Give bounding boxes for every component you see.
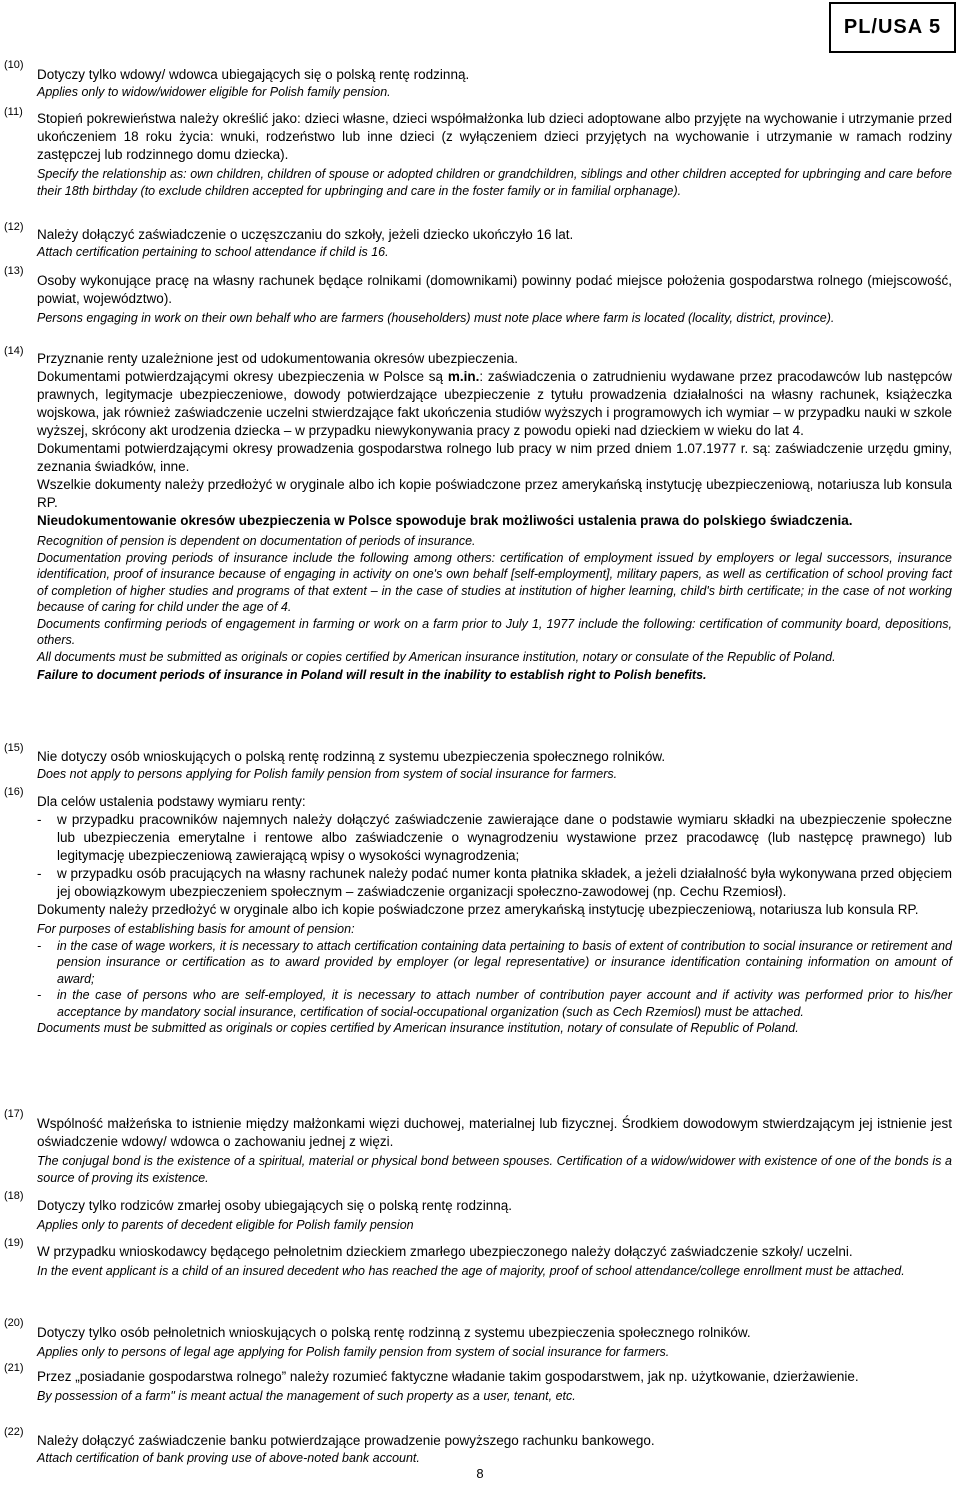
note-12-english: Attach certification pertaining to school attendance if child is 16. bbox=[37, 245, 389, 259]
note-11 bbox=[37, 110, 952, 199]
note-number-18: (18) bbox=[4, 1190, 24, 1202]
note-16-english-item-1-text: in the case of wage workers, it is necessary to attach certification containing data pertaining to basis of extent of contribution to social insurance or retirement and pension insurance or certification as to award provided by employer (or legal representative) or insurance identification containing information on amount of award; bbox=[57, 938, 952, 986]
note-16-english-docs: Documents must be submitted as originals or copies certified by American insurance institution, notary of consulate of Republic of Poland. bbox=[37, 1021, 799, 1035]
note-16-english-item-2 bbox=[37, 987, 952, 1020]
note-15 bbox=[37, 748, 952, 783]
note-13-english: Persons engaging in work on their own behalf who are farmers (householders) must note place where farm is located (locality, district, province). bbox=[37, 311, 835, 325]
note-14-english-2: Documentation proving periods of insurance include the following among others: certification of employment issued by employers or legal successors, insurance identification, proof of insurance because of engaging in activity on one's own behalf [self-employment], military papers, as well as certification of school proving fact of completion of higher studies and programs of that extent – in the case of studies at institution of higher learning, child's birth certificate; in the case of not working because of caring for child under the age of 4. bbox=[37, 550, 952, 614]
note-20-english: Applies only to persons of legal age applying for Polish family pension from system of social insurance for farmers. bbox=[37, 1345, 670, 1359]
note-14-english-5: Failure to document periods of insurance in Poland will result in the inability to establish right to Polish benefits. bbox=[37, 668, 707, 682]
note-11-english: Specify the relationship as: own children, children of spouse or adopted children or grandchildren, siblings and other children accepted for upbringing and care before their 18th birthday (to exclude children accepted for upbringing and care in the foster family or in familial orphanage). bbox=[37, 167, 952, 198]
note-14-polish-2c: : zaświadczenia o zatrudnieniu wydawane przez pracodawców lub następców prawnych, legitymacje ubezpieczeniowe, dowody potwierdzające ubezpieczenie z tytułu prowadzenia działalności na własny rachunek, książeczka wojskowa, jak również zaświadczenie uczelni stwierdzające fakt ukończenia studiów wyższych i programowych ich wymiar – w przypadku nauki w szkole wyższej, skrócony akt urodzenia dziecka – w przypadku niewykonywania pracy z powodu opieki nad dzieckiem w wieku do lat 4. bbox=[37, 369, 952, 438]
note-14-english-3: Documents confirming periods of engagement in farming or work on a farm prior to July 1, 1977 include the following: certification of community board, depositions, others. bbox=[37, 616, 952, 647]
note-10 bbox=[37, 66, 952, 101]
dash-marker: - bbox=[37, 812, 42, 827]
note-16-polish-item-1 bbox=[37, 811, 952, 865]
note-12-polish: Należy dołączyć zaświadczenie o uczęszczaniu do szkoły, jeżeli dziecko ukończyło 16 lat. bbox=[37, 227, 574, 242]
note-number-16: (16) bbox=[4, 786, 24, 798]
note-16-polish-item-2 bbox=[37, 865, 952, 901]
note-14 bbox=[37, 350, 952, 684]
note-number-20: (20) bbox=[4, 1317, 24, 1329]
note-20-polish: Dotyczy tylko osób pełnoletnich wnioskujących o polską rentę rodzinną z systemu ubezpieczenia społecznego rolników. bbox=[37, 1325, 751, 1340]
note-number-11: (11) bbox=[4, 106, 23, 118]
note-number-17: (17) bbox=[4, 1108, 24, 1120]
note-16-english-item-2-text: in the case of persons who are self-employed, it is necessary to attach number of contribution payer account and if activity was performed prior to his/her acceptance by mandatory social insurance, certification of social-occupational organization (such as Cech Rzemiosl) must be attached. bbox=[57, 988, 952, 1019]
note-number-12: (12) bbox=[4, 221, 24, 233]
note-11-polish: Stopień pokrewieństwa należy określić jako: dzieci własne, dzieci współmałżonka lub dzieci adoptowane albo przyjęte na wychowanie i utrzymanie przed ukończeniem 18 roku życia: wnuki, rodzeństwo lub inne dzieci (z wyłączeniem dzieci przyjętych na wychowanie i utrzymanie w ramach rodziny zastępczej lub rodzinnego domu dziecka). bbox=[37, 111, 952, 162]
note-14-polish-4: Wszelkie dokumenty należy przedłożyć w oryginale albo ich kopie poświadczone przez amerykańską instytucję ubezpieczeniową, notariusza lub konsula RP. bbox=[37, 477, 952, 510]
page-header-label: PL/USA 5 bbox=[829, 2, 956, 53]
note-18-english: Applies only to parents of decedent eligible for Polish family pension bbox=[37, 1218, 414, 1232]
note-15-english: Does not apply to persons applying for Polish family pension from system of social insurance for farmers. bbox=[37, 767, 618, 781]
note-18 bbox=[37, 1197, 952, 1234]
note-10-english: Applies only to widow/widower eligible for Polish family pension. bbox=[37, 85, 391, 99]
note-number-22: (22) bbox=[4, 1426, 24, 1438]
note-21-english: By possession of a farm" is meant actual the management of such property as a user, tenant, etc. bbox=[37, 1389, 576, 1403]
note-number-14: (14) bbox=[4, 345, 24, 357]
note-12 bbox=[37, 226, 952, 261]
note-14-polish-5: Nieudokumentowanie okresów ubezpieczenia w Polsce spowoduje brak możliwości ustalenia prawa do polskiego świadczenia. bbox=[37, 513, 853, 528]
page-number: 8 bbox=[476, 1466, 484, 1481]
note-16-polish-docs: Dokumenty należy przedłożyć w oryginale albo ich kopie poświadczone przez amerykańską instytucję ubezpieczeniową, notariusza lub konsula RP. bbox=[37, 902, 919, 917]
note-17-english: The conjugal bond is the existence of a spiritual, material or physical bond between spouses. Certification of a widow/widower with existence of one of the bonds is a source of proving its existence. bbox=[37, 1154, 952, 1185]
note-16-english-item-1 bbox=[37, 938, 952, 988]
note-22-english: Attach certification of bank proving use of above-noted bank account. bbox=[37, 1451, 420, 1465]
note-14-polish-3: Dokumentami potwierdzającymi okresy prowadzenia gospodarstwa rolnego lub pracy w nim przed dniem 1.07.1977 r. są: zaświadczenie urzędu gminy, zeznania świadków, inne. bbox=[37, 441, 952, 474]
note-14-polish-2b: m.in. bbox=[447, 369, 480, 384]
note-14-polish-2a: Dokumentami potwierdzającymi okresy ubezpieczenia w Polsce są bbox=[37, 369, 448, 384]
note-22-polish: Należy dołączyć zaświadczenie banku potwierdzające prowadzenie powyższego rachunku bankowego. bbox=[37, 1433, 655, 1448]
note-14-polish-2 bbox=[37, 368, 952, 440]
note-number-21: (21) bbox=[4, 1362, 24, 1374]
note-13-polish: Osoby wykonujące pracę na własny rachunek będące rolnikami (domownikami) powinny podać miejsce położenia gospodarstwa rolnego (miejscowość, powiat, województwo). bbox=[37, 273, 952, 306]
note-19-polish: W przypadku wnioskodawcy będącego pełnoletnim dzieckiem zmarłego ubezpieczonego należy dołączyć zaświadczenie szkoły/ uczelni. bbox=[37, 1244, 853, 1259]
note-16-polish-item-2-text: w przypadku osób pracujących na własny rachunek należy podać numer konta płatnika składek, a jeżeli działalność była wykonywana przed objęciem jej obowiązkowym ubezpieczeniem społecznym – zaświadczenie organizacji społeczno-zawodowej (np. Cechu Rzemiosł). bbox=[57, 866, 952, 899]
note-17-polish: Wspólność małżeńska to istnienie między małżonkami więzi duchowej, materialnej lub fizycznej. Środkiem dowodowym stwierdzającym jej istnienie jest oświadczenie wdowy/ wdowca o zachowaniu jednej z więzi. bbox=[37, 1116, 952, 1149]
note-16 bbox=[37, 793, 952, 1037]
note-21 bbox=[37, 1368, 952, 1405]
note-14-english-1: Recognition of pension is dependent on documentation of periods of insurance. bbox=[37, 534, 476, 548]
dash-marker: - bbox=[37, 866, 42, 881]
note-19 bbox=[37, 1243, 952, 1280]
note-number-19: (19) bbox=[4, 1237, 24, 1249]
note-number-13: (13) bbox=[4, 265, 24, 277]
note-13 bbox=[37, 272, 952, 327]
note-22 bbox=[37, 1432, 952, 1467]
note-15-polish: Nie dotyczy osób wnioskujących o polską rentę rodzinną z systemu ubezpieczenia społecznego rolników. bbox=[37, 749, 666, 764]
note-number-15: (15) bbox=[4, 742, 24, 754]
note-18-polish: Dotyczy tylko rodziców zmarłej osoby ubiegających się o polską rentę rodzinną. bbox=[37, 1198, 512, 1213]
note-16-polish-intro: Dla celów ustalenia podstawy wymiaru renty: bbox=[37, 794, 306, 809]
note-19-english: In the event applicant is a child of an insured decedent who has reached the age of majority, proof of school attendance/college enrollment must be attached. bbox=[37, 1264, 905, 1278]
note-14-polish-1: Przyznanie renty uzależnione jest od udokumentowania okresów ubezpieczenia. bbox=[37, 351, 519, 366]
note-16-polish-item-1-text: w przypadku pracowników najemnych należy dołączyć zaświadczenie zawierające dane o podstawie wymiaru składki na ubezpieczenie społeczne lub ubezpieczenia emerytalne i rentowe albo zaświadczenie o wynagrodzeniu wystawione przez pracodawcę (lub następcę prawnego) lub legitymację ubezpieczeniową zawierającą wpisy o wysokości wynagrodzenia; bbox=[57, 812, 952, 863]
dash-marker: - bbox=[37, 988, 42, 1002]
dash-marker: - bbox=[37, 938, 42, 953]
note-14-english-4: All documents must be submitted as originals or copies certified by American insurance institution, notary or consulate of the Republic of Poland. bbox=[37, 649, 836, 664]
note-20 bbox=[37, 1324, 952, 1361]
note-16-english-intro: For purposes of establishing basis for amount of pension: bbox=[37, 922, 355, 936]
note-17 bbox=[37, 1115, 952, 1186]
note-10-polish: Dotyczy tylko wdowy/ wdowca ubiegających się o polską rentę rodzinną. bbox=[37, 67, 470, 82]
note-21-polish: Przez „posiadanie gospodarstwa rolnego” należy rozumieć faktyczne władanie takim gospodarstwem, jak np. użytkowanie, dzierżawienie. bbox=[37, 1369, 859, 1384]
note-number-10: (10) bbox=[4, 59, 24, 71]
